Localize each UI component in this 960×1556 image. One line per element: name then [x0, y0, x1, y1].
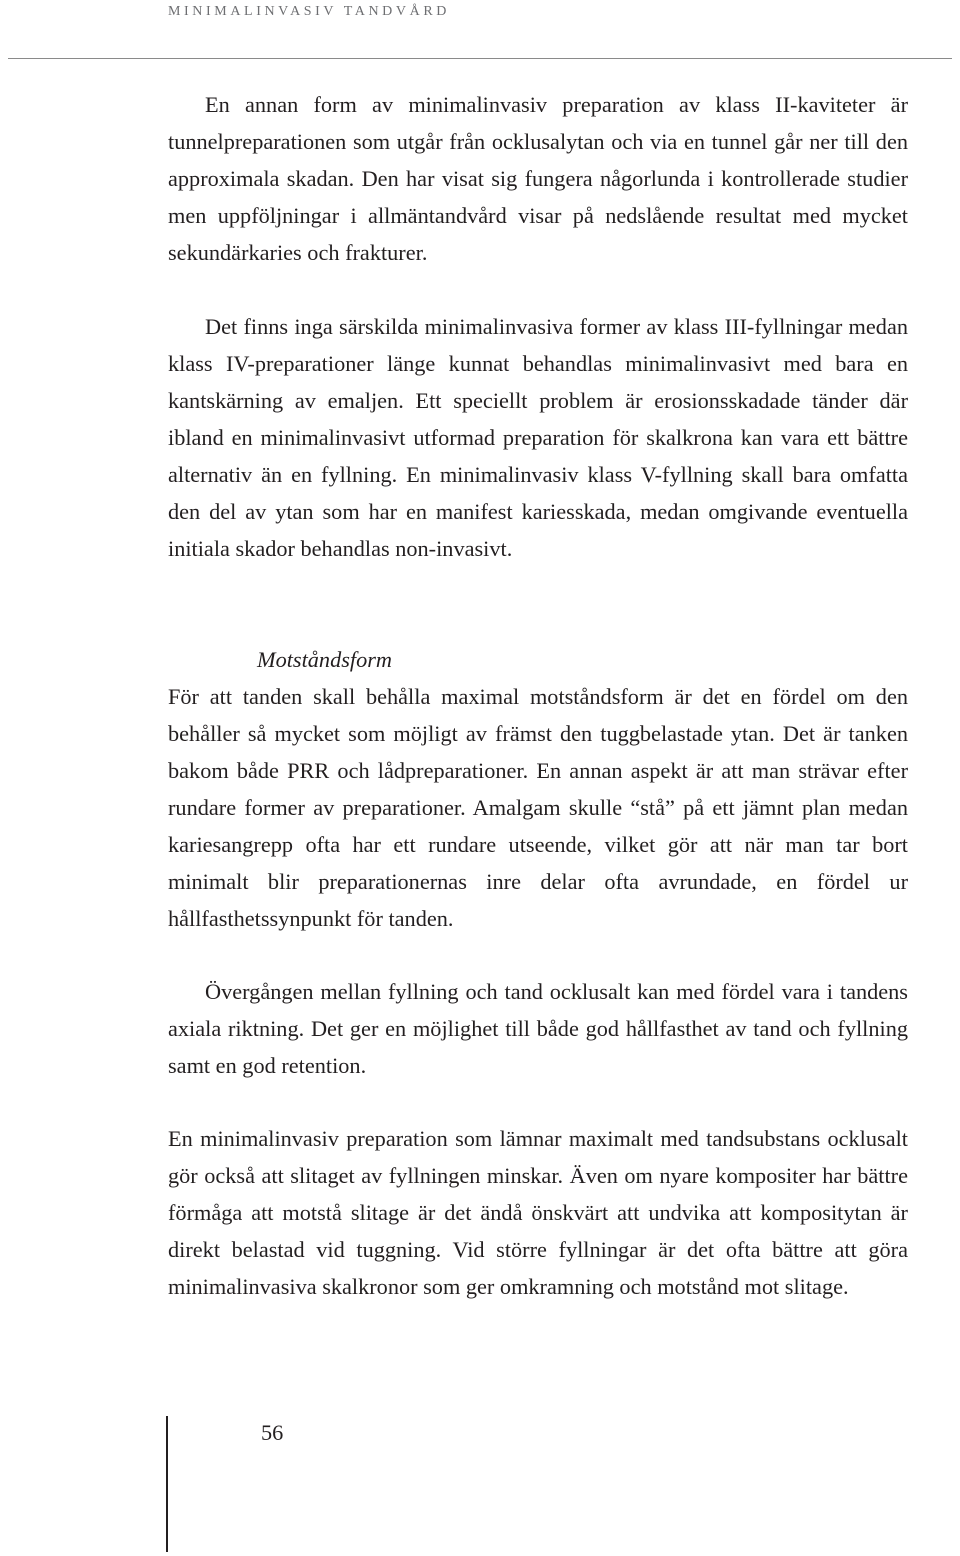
- paragraph-wear: En minimalinvasiv preparation som lämnar maximalt med tandsubstans ocklusalt gör också att slitaget av fyllningen minskar. Även om nyare kompositer har bättre förmåga att motstå slitage är det ändå önskvärt att undvika att kompositytan är direkt belastad vid tuggning. Vid större fyllningar är det ofta bättre att göra minimalinvasiva skalkronor som ger omkramning och motstånd mot slitage.: [168, 1126, 908, 1299]
- section-heading: Motståndsform: [257, 647, 393, 672]
- running-head: MINIMALINVASIV TANDVÅRD: [168, 4, 450, 19]
- paragraph-resistance-form: För att tanden skall behålla maximal motståndsform är det en fördel om den behåller så mycket som möjligt av främst den tuggbelastade ytan. Det är tanken bakom både PRR och lådpreparationer. En annan aspekt är att man strävar efter rundare former av preparationer. Amalgam skulle “stå” på ett jämnt plan medan kariesangrepp ofta har ett rundare utseende, vilket gör att när man tar bort minimalt blir preparationernas inre delar ofta avrundade, en fördel ur hållfasthetssynpunkt för tanden.: [168, 684, 908, 931]
- footer-rule: [166, 1416, 168, 1552]
- header-rule: [8, 58, 952, 59]
- paragraph-class-iii-iv-v: Det finns inga särskilda minimalinvasiva former av klass III-fyllningar medan klass IV-preparationer länge kunnat behandlas minimalinvasivt med bara en kantskärning av emaljen. Ett speciellt problem är erosionsskadade tänder där ibland en minimalinvasivt utformad preparation för skalkrona kan vara ett bättre alternativ än en fyllning. En minimalinvasiv klass V-fyllning skall bara omfatta den del av ytan som har en manifest kariesskada, medan omgivande eventuella initiala skador behandlas non-invasivt.: [168, 314, 908, 561]
- paragraph-tunnel-preparation: En annan form av minimalinvasiv preparation av klass II-kaviteter är tunnelpreparationen som utgår från ocklusalytan och via en tunnel går ner till den approximala skadan. Den har visat sig fungera någorlunda i kontrollerade studier men uppföljningar i allmäntandvård visar på nedslående resultat med mycket sekundärkaries och frakturer.: [168, 92, 908, 265]
- paragraph-transition: Övergången mellan fyllning och tand ocklusalt kan med fördel vara i tandens axiala riktning. Det ger en möjlighet till både god hållfasthet av tand och fyllning samt en god retention.: [168, 979, 908, 1078]
- page-number: 56: [261, 1420, 284, 1445]
